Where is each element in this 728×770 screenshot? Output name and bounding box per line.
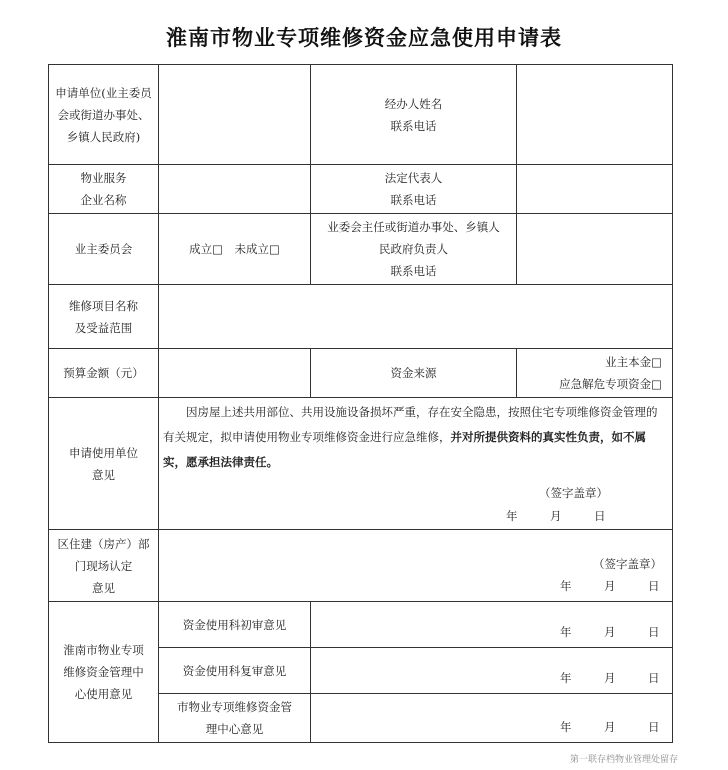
row-district-opinion bbox=[49, 530, 673, 602]
date-day: 日 bbox=[594, 509, 606, 523]
first-review-label: 资金使用科初审意见 bbox=[159, 602, 311, 648]
fund-source-options[interactable] bbox=[517, 349, 673, 398]
center-review-date bbox=[315, 716, 662, 738]
handler-value[interactable] bbox=[517, 65, 673, 165]
first-review-cell[interactable] bbox=[311, 602, 673, 648]
project-label: 维修项目名称 及受益范围 bbox=[49, 285, 159, 349]
row-first-review bbox=[49, 602, 673, 648]
district-date bbox=[163, 575, 662, 597]
owners-committee-label: 业主委员会 bbox=[49, 214, 159, 285]
date-year: 年 bbox=[560, 625, 572, 639]
second-review-cell[interactable] bbox=[311, 648, 673, 694]
date-month: 月 bbox=[604, 720, 616, 734]
project-value[interactable] bbox=[159, 285, 673, 349]
row-budget bbox=[49, 349, 673, 398]
owner-principal-checkbox[interactable]: 业主本金□ bbox=[605, 355, 662, 369]
property-company-label: 物业服务 企业名称 bbox=[49, 165, 159, 214]
legal-rep-value[interactable] bbox=[517, 165, 673, 214]
date-month: 月 bbox=[604, 579, 616, 593]
district-label: 区住建（房产）部 门现场认定 意见 bbox=[49, 530, 159, 602]
application-form-table bbox=[48, 64, 673, 743]
committee-head-value[interactable] bbox=[517, 214, 673, 285]
date-day: 日 bbox=[648, 625, 660, 639]
center-review-cell[interactable] bbox=[311, 694, 673, 743]
applicant-opinion-cell[interactable] bbox=[159, 398, 673, 530]
date-month: 月 bbox=[550, 509, 562, 523]
date-year: 年 bbox=[506, 509, 518, 523]
second-review-date bbox=[315, 667, 662, 689]
budget-value[interactable] bbox=[159, 349, 311, 398]
center-opinion-label: 淮南市物业专项 维修资金管理中 心使用意见 bbox=[49, 602, 159, 743]
date-day: 日 bbox=[648, 671, 660, 685]
date-month: 月 bbox=[604, 671, 616, 685]
applicant-label: 申请单位(业主委员会或街道办事处、乡镇人民政府) bbox=[49, 65, 159, 165]
applicant-sign-label: （签字盖章） bbox=[539, 486, 608, 500]
applicant-opinion-label: 申请使用单位 意见 bbox=[49, 398, 159, 530]
date-day: 日 bbox=[648, 720, 660, 734]
row-applicant bbox=[49, 65, 673, 165]
property-company-value[interactable] bbox=[159, 165, 311, 214]
opinion-text-bold: 并对所提供资料的真实性负责，如不属实，愿承担法律责任。 bbox=[163, 430, 646, 469]
committee-head-label: 业委会主任或街道办事处、乡镇人 民政府负责人 联系电话 bbox=[311, 214, 517, 285]
legal-rep-label: 法定代表人 联系电话 bbox=[311, 165, 517, 214]
budget-label: 预算金额（元） bbox=[49, 349, 159, 398]
second-review-label: 资金使用科复审意见 bbox=[159, 648, 311, 694]
form-title: 淮南市物业专项维修资金应急使用申请表 bbox=[166, 26, 562, 50]
date-year: 年 bbox=[560, 579, 572, 593]
first-review-date bbox=[315, 621, 662, 643]
row-property-company bbox=[49, 165, 673, 214]
emergency-fund-checkbox[interactable]: 应急解危专项资金□ bbox=[559, 377, 662, 391]
center-review-label: 市物业专项维修资金管 理中心意见 bbox=[159, 694, 311, 743]
date-day: 日 bbox=[648, 579, 660, 593]
row-applicant-opinion bbox=[49, 398, 673, 530]
row-owners-committee bbox=[49, 214, 673, 285]
date-month: 月 bbox=[604, 625, 616, 639]
date-year: 年 bbox=[560, 720, 572, 734]
row-project bbox=[49, 285, 673, 349]
fund-source-label: 资金来源 bbox=[311, 349, 517, 398]
applicant-date bbox=[163, 505, 668, 527]
opinion-text-plain: 因房屋上述共用部位、共用设施设备损坏严重，存在安全隐患，按照住宅专项维修资金管理的有关规定，拟申请使用物业专项维修资金进行应急维修， bbox=[163, 405, 658, 444]
handler-label: 经办人姓名 联系电话 bbox=[311, 65, 517, 165]
district-sign-label: （签字盖章） bbox=[593, 557, 662, 571]
committee-status-checkboxes[interactable]: 成立□ 未成立□ bbox=[159, 214, 311, 285]
applicant-value[interactable] bbox=[159, 65, 311, 165]
applicant-opinion-text bbox=[163, 400, 668, 475]
district-opinion-cell[interactable] bbox=[159, 530, 673, 602]
footer-note: 第一联存档物业管理处留存 bbox=[569, 755, 678, 765]
date-year: 年 bbox=[560, 671, 572, 685]
